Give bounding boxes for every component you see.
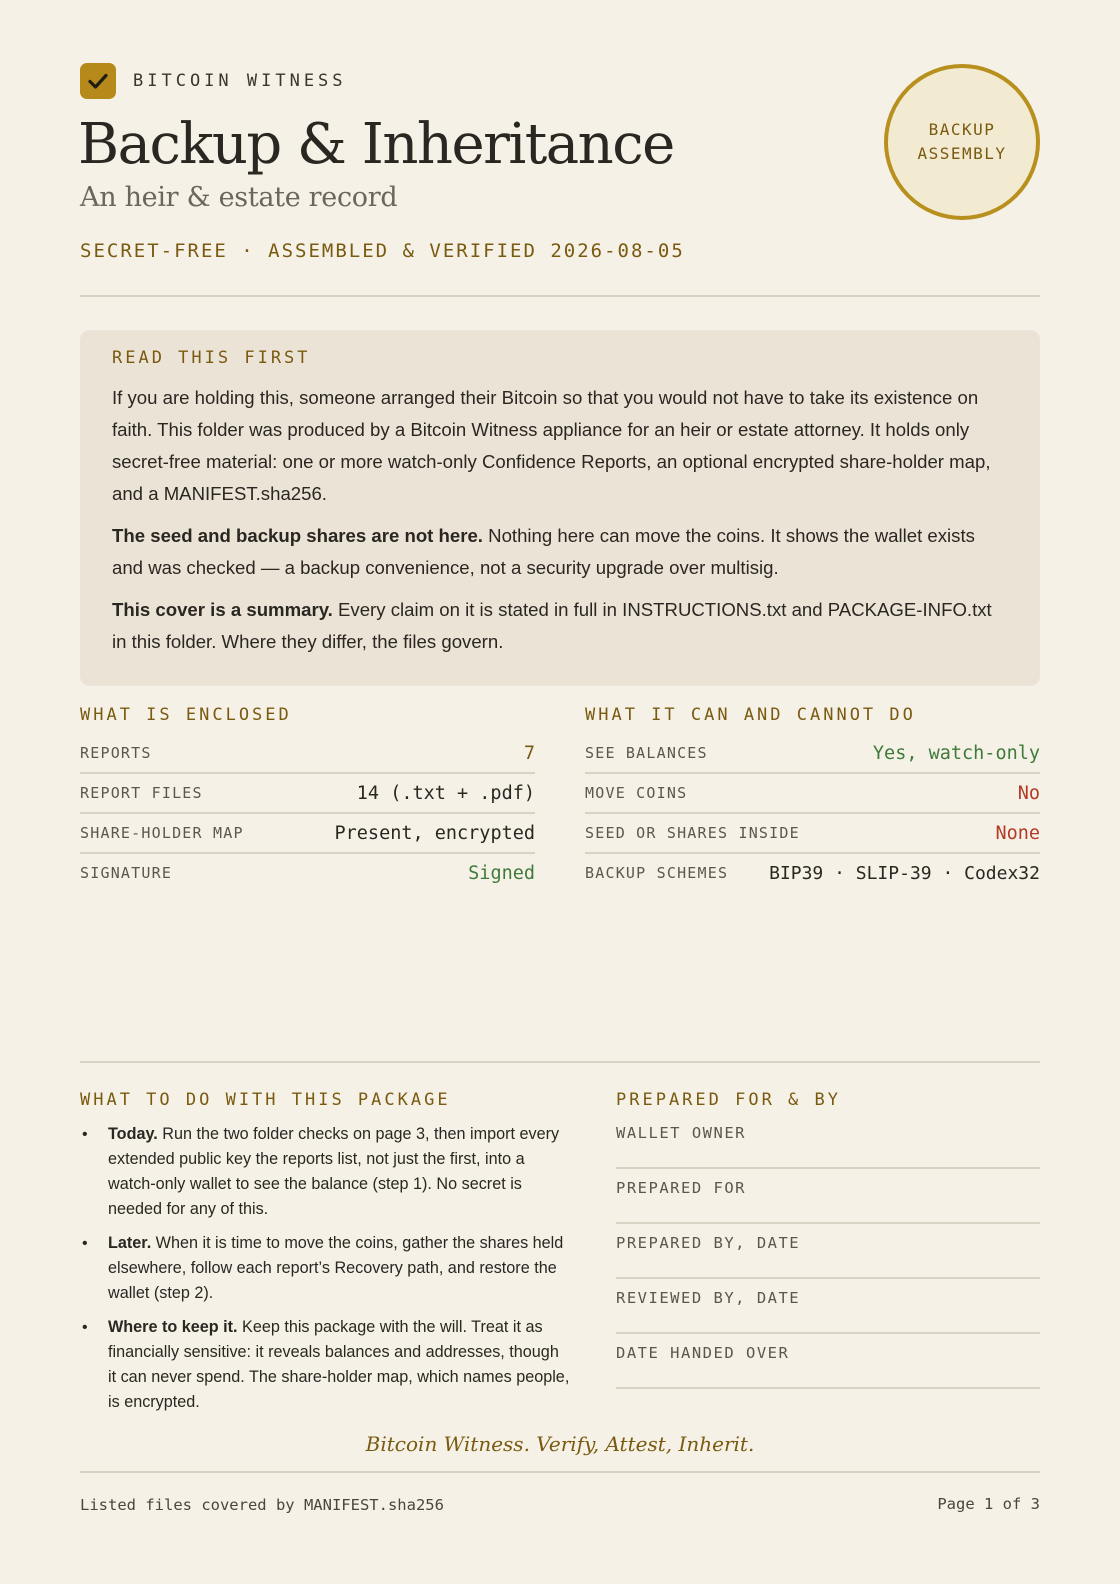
notice-p3-emphasis: This cover is a summary. (112, 599, 333, 620)
row-value: None (995, 822, 1040, 844)
notice-paragraph-2 (112, 520, 1008, 584)
table-row (585, 774, 1040, 814)
row-key: REPORTS (80, 744, 152, 762)
read-this-first-panel (80, 330, 1040, 686)
row-value: No (1017, 782, 1040, 804)
table-row (80, 814, 535, 854)
item-heading: Later. (108, 1234, 152, 1252)
page-subtitle: An heir & estate record (80, 182, 398, 213)
table-row (585, 734, 1040, 774)
item-text: When it is time to move the coins, gather the shares held elsewhere, follow each report’s Recovery path, and restore the wallet (step 2). (108, 1234, 564, 1302)
notice-paragraph-3 (112, 594, 1008, 658)
table-row (80, 734, 535, 774)
row-key: SHARE-HOLDER MAP (80, 824, 244, 842)
stamp-line-1: BACKUP (928, 120, 996, 139)
enclosed-table (80, 734, 535, 892)
footer-divider (80, 1471, 1040, 1473)
stamp-line-2: ASSEMBLY (917, 144, 1007, 163)
notice-p2-emphasis: The seed and backup shares are not here. (112, 525, 483, 546)
list-item (80, 1231, 570, 1306)
row-value: BIP39 · SLIP-39 · Codex32 (769, 862, 1040, 884)
table-row (585, 814, 1040, 854)
row-value: Present, encrypted (334, 822, 535, 844)
item-heading: Today. (108, 1125, 158, 1143)
enclosed-label: WHAT IS ENCLOSED (80, 705, 292, 725)
todo-list (80, 1122, 570, 1415)
checkmark-icon (80, 63, 116, 99)
row-key: SIGNATURE (80, 864, 173, 882)
table-row (80, 854, 535, 892)
list-item (80, 1315, 570, 1415)
section-divider (80, 1061, 1040, 1063)
row-key: MOVE COINS (585, 784, 688, 802)
page-title: Backup & Inheritance (78, 112, 674, 177)
notice-paragraph-1: If you are holding this, someone arranged their Bitcoin so that you would not have to take its existence on faith. This folder was produced by a Bitcoin Witness appliance for an heir or estate attorney. It holds only secret-free material: one or more watch-only Confidence Reports, an optional encrypted share-holder map, and a MANIFEST.sha256. (112, 387, 991, 504)
row-value: 14 (.txt + .pdf) (356, 782, 535, 804)
capabilities-label: WHAT IT CAN AND CANNOT DO (585, 705, 916, 725)
backup-assembly-stamp (884, 64, 1040, 220)
notice-label: READ THIS FIRST (112, 348, 311, 368)
capabilities-section (585, 705, 1040, 892)
page-number: Page 1 of 3 (937, 1495, 1040, 1513)
prepared-fields (616, 1114, 1040, 1389)
wallet-owner-field: WALLET OWNER (616, 1114, 1040, 1169)
todo-label: WHAT TO DO WITH THIS PACKAGE (80, 1090, 451, 1110)
row-key: REPORT FILES (80, 784, 203, 802)
item-text: Run the two folder checks on page 3, then import every extended public key the reports list, not just the first, into a watch-only wallet to see the balance (step 1). No secret is needed for any of this. (108, 1125, 560, 1218)
list-item (80, 1122, 570, 1222)
brand (80, 63, 347, 99)
row-key: BACKUP SCHEMES (585, 864, 729, 882)
header-divider (80, 295, 1040, 297)
brand-name: BITCOIN WITNESS (133, 71, 347, 91)
row-key: SEE BALANCES (585, 744, 708, 762)
row-value: Yes, watch-only (872, 742, 1040, 764)
status-line: SECRET-FREE · ASSEMBLED & VERIFIED 2026-08-05 (80, 240, 685, 262)
footer-manifest-note: Listed files covered by MANIFEST.sha256 (80, 1496, 444, 1514)
todo-section (80, 1090, 570, 1424)
notice-p3-text: Every claim on it is stated in full in INSTRUCTIONS.txt and PACKAGE-INFO.txt in this folder. Where they differ, the files govern. (112, 599, 992, 652)
row-key: SEED OR SHARES INSIDE (585, 824, 800, 842)
reviewed-by-field: REVIEWED BY, DATE (616, 1279, 1040, 1334)
date-handed-over-field: DATE HANDED OVER (616, 1334, 1040, 1389)
capabilities-table (585, 734, 1040, 892)
tagline: Bitcoin Witness. Verify, Attest, Inherit. (365, 1432, 755, 1456)
prepared-label: PREPARED FOR & BY (616, 1090, 841, 1110)
table-row (585, 854, 1040, 892)
row-value: Signed (468, 862, 535, 884)
notice-p2-text: Nothing here can move the coins. It shows the wallet exists and was checked — a backup convenience, not a security upgrade over multisig. (112, 525, 975, 578)
enclosed-section (80, 705, 535, 892)
item-heading: Where to keep it. (108, 1318, 238, 1336)
table-row (80, 774, 535, 814)
row-value: 7 (523, 742, 535, 764)
prepared-for-field: PREPARED FOR (616, 1169, 1040, 1224)
prepared-by-field: PREPARED BY, DATE (616, 1224, 1040, 1279)
prepared-section (616, 1090, 1040, 1389)
item-text: Keep this package with the will. Treat it as financially sensitive: it reveals balances and addresses, though it can never spend. The share-holder map, which names people, is encrypted. (108, 1318, 570, 1411)
